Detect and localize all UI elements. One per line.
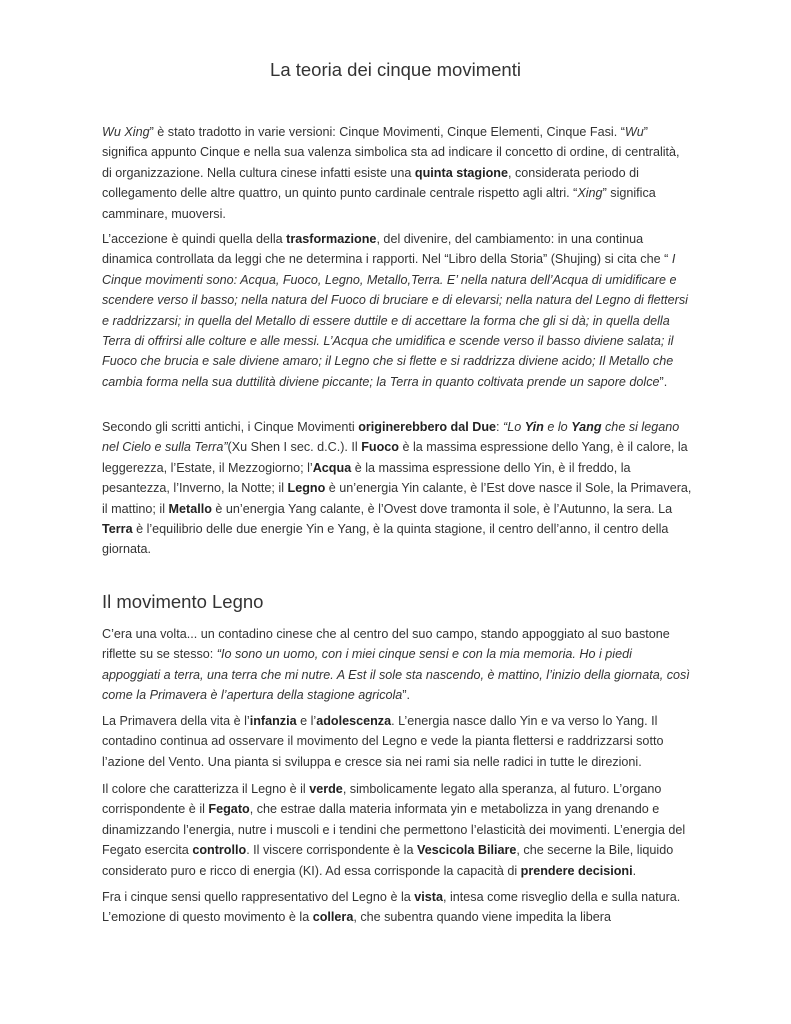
intro-paragraph-3: Secondo gli scritti antichi, i Cinque Movimenti originerebbero dal Due: “Lo Yin e lo Yang che si legano nel Cielo e sulla Terra”(Xu Shen I sec. d.C.). Il Fuoco è la massima espressione dello Yang, è il calore, la leggerezza, l’Estate, il Mezzogiorno; l’Acqua è la massima espressione dello Yin, è il freddo, la pesantezza, l’Inverno, la Notte; il Legno è un’energia Yin calante, è l’Est dove nasce il Sole, la Primavera, il mattino; il Metallo è un’energia Yang calante, è l’Ovest dove tramonta il sole, è l’Autunno, la sera. La Terra è l’equilibrio delle due energie Yin e Yang, è la quinta stagione, il centro dell’anno, il centro della giornata. (102, 420, 692, 557)
intro-paragraph-2: L’accezione è quindi quella della trasformazione, del divenire, del cambiamento: in una continua dinamica controllata da leggi che ne determina i rapporti. Nel “Libro della Storia” (Shujing) si cita che “ I Cinque movimenti sono: Acqua, Fuoco, Legno, Metallo,Terra. E’ nella natura dell’Acqua di umidificare e scendere verso il basso; nella natura del Fuoco di bruciare e di elevarsi; nella natura del Legno di flettersi e raddrizzarsi; in quella del Metallo di essere duttile e di accettare la forma che gli si dà; in quella della Terra di offrirsi alle colture e alle messi. L’Acqua che umidifica e scende verso il basso diviene salata; il Fuoco che brucia e sale diviene amaro; il Legno che si flette e si raddrizza diviene acido; Il Metallo che cambia forma nella sua duttilità diviene piccante; la Terra in quanto coltivata prende un sapore dolce”. (102, 232, 688, 389)
legno-paragraph-1: C’era una volta... un contadino cinese che al centro del suo campo, stando appoggiato al suo bastone riflette su se stesso: “Io sono un uomo, con i miei cinque sensi e con la mia memoria. Ho i piedi appoggiati a terra, una terra che mi nutre. A Est il sole sta nascendo, è mattino, l’inizio della giornata, così come la Primavera è l’apertura della stagione agricola”. (102, 627, 690, 703)
legno-paragraph-4: Fra i cinque sensi quello rappresentativo del Legno è la vista, intesa come risveglio della e sulla natura. L’emozione di questo movimento è la collera, che subentra quando viene impedita la libera (102, 890, 681, 925)
intro-paragraph-1: Wu Xing” è stato tradotto in varie versioni: Cinque Movimenti, Cinque Elementi, Cinque Fasi. “Wu” significa appunto Cinque e nella sua valenza simbolica sta ad indicare il concetto di ordine, di centralità, di organizzazione. Nella cultura cinese infatti esiste una quinta stagione, considerata periodo di collegamento delle altre quattro, un quinto punto cardinale centrale rispetto agli altri. “Xing” significa camminare, muoversi. (102, 125, 680, 221)
section-heading-legno: Il movimento Legno (102, 591, 264, 612)
page-title: La teoria dei cinque movimenti (270, 59, 521, 80)
legno-paragraph-2: La Primavera della vita è l’infanzia e l’adolescenza. L’energia nasce dallo Yin e va verso lo Yang. Il contadino continua ad osservare il movimento del Legno e vede la pianta flettersi e raddrizzarsi sotto l’azione del Vento. Una pianta si sviluppa e cresce sia nei rami sia nelle radici in tutte le direzioni. (102, 714, 664, 769)
legno-paragraph-3: Il colore che caratterizza il Legno è il verde, simbolicamente legato alla speranza, al futuro. L’organo corrispondente è il Fegato, che estrae dalla materia informata yin e metabolizza in yang drenando e dinamizzando l’energia, nutre i muscoli e i tendini che permettono l’elasticità dei movimenti. L’energia del Fegato esercita controllo. Il viscere corrispondente è la Vescicola Biliare, che secerne la Bile, liquido considerato puro e ricco di energia (KI). Ad essa corrisponde la capacità di prendere decisioni. (102, 782, 686, 878)
